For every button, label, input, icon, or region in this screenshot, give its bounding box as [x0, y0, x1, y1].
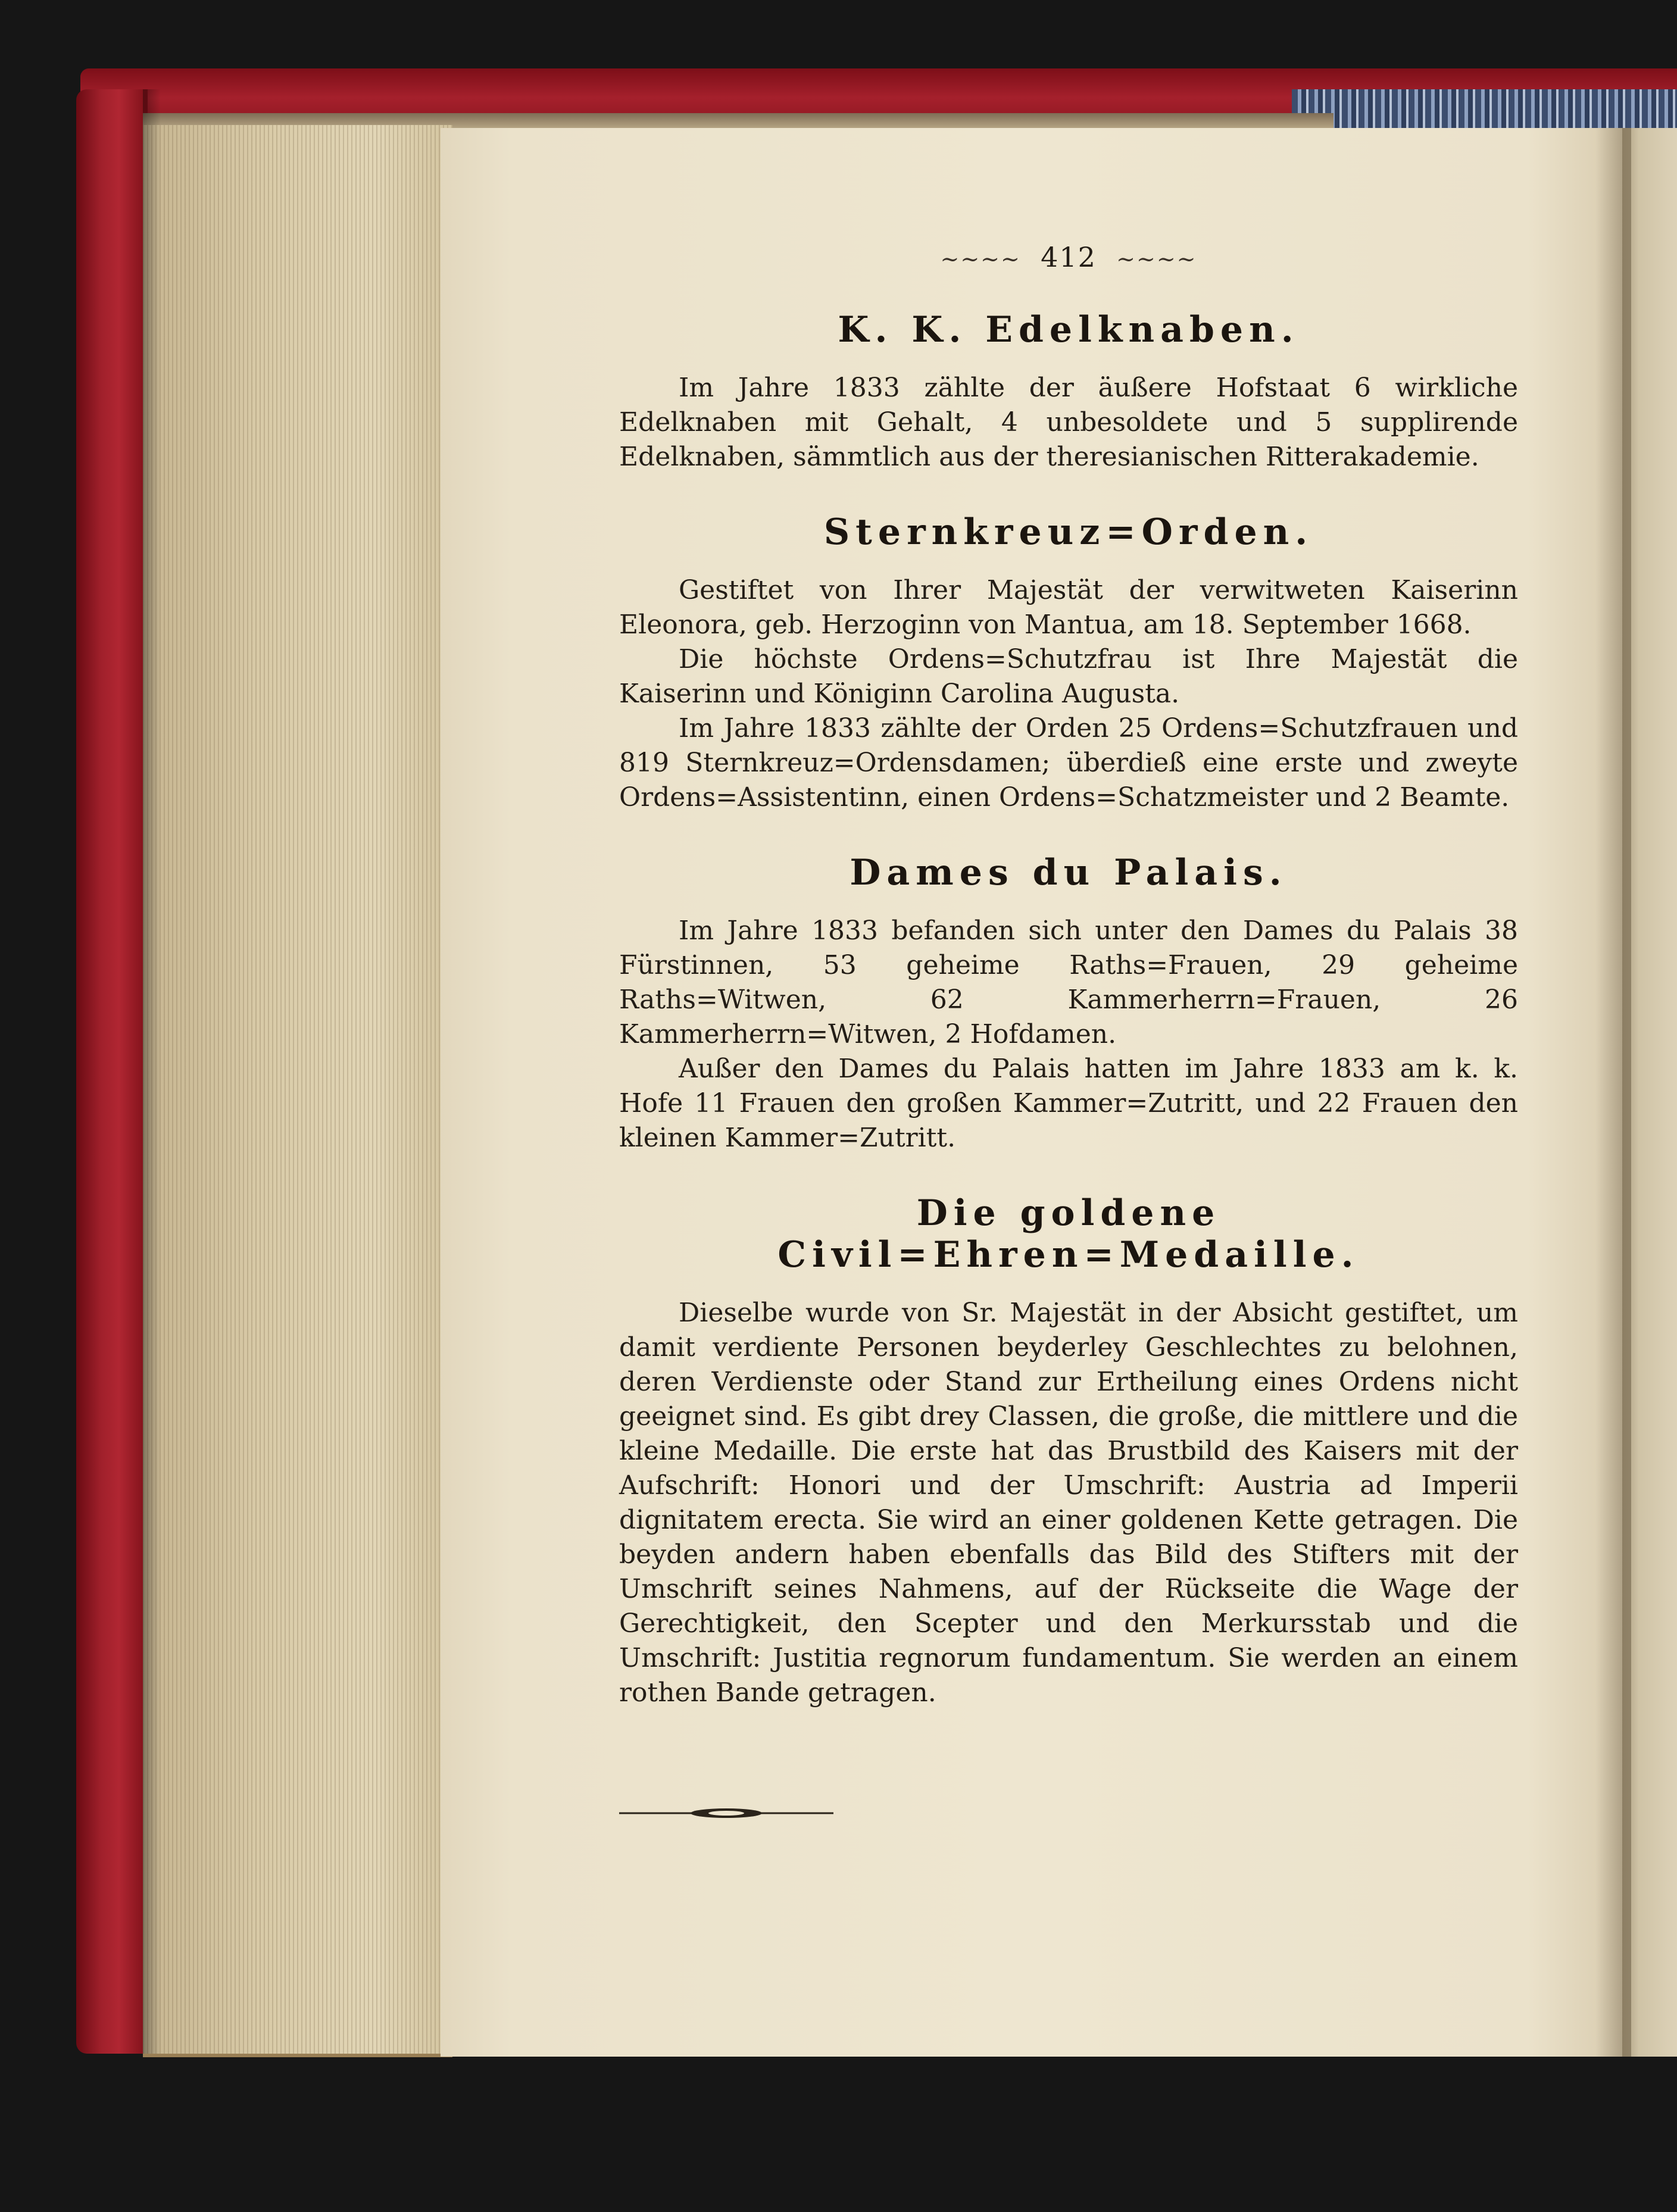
paragraph: Im Jahre 1833 zählte der Orden 25 Ordens=Schutzfrauen und 819 Sternkreuz=Ordensdamen; überdieß eine erste und zweyte Ordens=Assistentinn, einen Ordens=Schatzmeister und 2 Beamte. — [619, 713, 1518, 813]
page-gutter-shadow — [1595, 128, 1631, 2057]
page-block-edges — [143, 125, 452, 2057]
closing-ornament-icon — [619, 1804, 833, 1822]
section-heading: Dames du Palais. — [850, 852, 1288, 893]
section-dames-du-palais — [619, 852, 1518, 1155]
section-civil-ehren-medaille — [619, 1192, 1518, 1710]
paragraph: Außer den Dames du Palais hatten im Jahre 1833 am k. k. Hofe 11 Frauen den großen Kammer=Zutritt, und 22 Frauen den kleinen Kammer=Zutritt. — [619, 1054, 1518, 1153]
paragraph: Dieselbe wurde von Sr. Majestät in der Absicht gestiftet, um damit verdiente Personen beyderley Geschlechtes zu belohnen, deren Verdienste oder Stand zur Ertheilung eines Ordens nicht geeignet sind. Es gibt drey Classen, die große, die mittlere und die kleine Medaille. Die erste hat das Brustbild des Kaisers mit der Aufschrift: Honori und der Umschrift: Austria ad Imperii dignitatem erecta. Sie wird an einer goldenen Kette getragen. Die beyden andern haben ebenfalls das Bild des Stifters mit der Umschrift seines Nahmens, auf der Rückseite die Wage der Gerechtigkeit, den Scepter und den Merkursstab und die Umschrift: Justitia regnorum fundamentum. Sie werden an einem rothen Bande getragen. — [619, 1298, 1518, 1708]
section-heading: K. K. Edelknaben. — [838, 309, 1300, 351]
paragraph: Im Jahre 1833 zählte der äußere Hofstaat 6 wirkliche Edelknaben mit Gehalt, 4 unbesoldete und 5 supplirende Edelknaben, sämmtlich aus der theresianischen Ritterakademie. — [619, 373, 1518, 472]
paragraph: Im Jahre 1833 befanden sich unter den Dames du Palais 38 Fürstinnen, 53 geheime Raths=Frauen, 29 geheime Raths=Witwen, 62 Kammerherrn=Frauen, 26 Kammerherrn=Witwen, 2 Hofdamen. — [619, 916, 1518, 1049]
section-edelknaben — [619, 309, 1518, 474]
section-heading: Sternkreuz=Orden. — [823, 511, 1314, 553]
section-sternkreuz-orden — [619, 511, 1518, 815]
header-ornament-right-icon: ~~~~ — [1116, 246, 1197, 272]
paragraph: Die höchste Ordens=Schutzfrau ist Ihre Majestät die Kaiserinn und Königinn Carolina Augusta. — [619, 644, 1518, 709]
book-cover-spine — [76, 89, 148, 2054]
page-header — [619, 241, 1518, 273]
page-text — [619, 241, 1518, 1824]
page-number: 412 — [1041, 241, 1097, 273]
section-heading: Die goldene Civil=Ehren=Medaille. — [777, 1192, 1360, 1276]
header-ornament-left-icon: ~~~~ — [940, 246, 1021, 272]
cover-shadow — [143, 89, 161, 2054]
paragraph: Gestiftet von Ihrer Majestät der verwitweten Kaiserinn Eleonora, geb. Herzoginn von Mantua, am 18. September 1668. — [619, 575, 1518, 640]
